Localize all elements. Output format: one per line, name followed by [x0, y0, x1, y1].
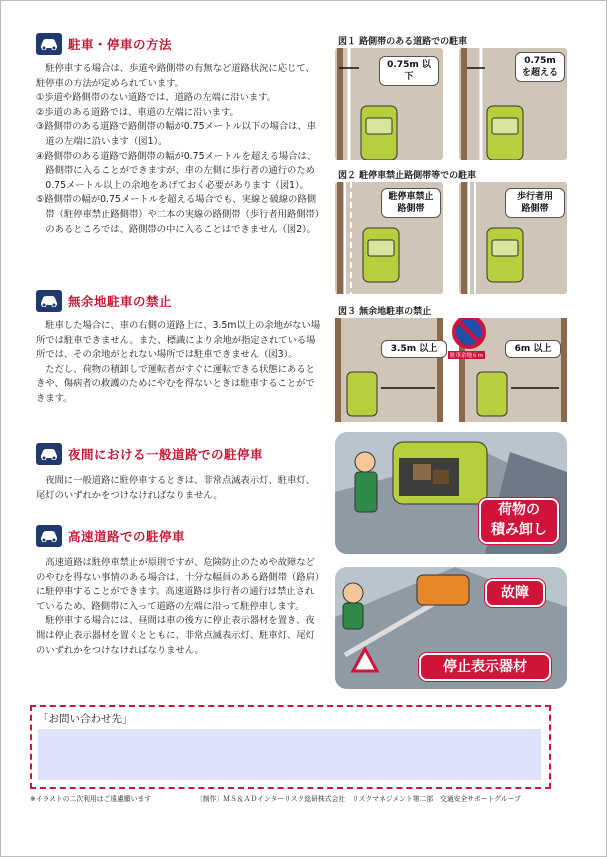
section-body [36, 474, 321, 503]
sign-plate: 駐車余地６m [450, 353, 483, 359]
section-body [36, 319, 321, 407]
section-expressway-parking [36, 524, 321, 658]
contact-area [38, 729, 541, 780]
list-item: ③路側帯のある道路で路側帯の幅が0.75メートル以下の場合は、車道の左端に沿います（図1）。 [36, 121, 317, 147]
callout-line: 荷物の [498, 502, 540, 518]
section-header [36, 524, 321, 548]
lane-label-line: 駐停車禁止 [388, 192, 434, 202]
paragraph: 駐停車する場合には、昼間は車の後方に停止表示器材を置き、夜間は停止表示器材を置くとともに、非常点滅表示灯、駐車灯、尾灯のいずれかをつけなければなりません。 [36, 615, 315, 656]
figure-caption: 図３ 無余地駐車の禁止 [338, 307, 432, 317]
figure-1 [335, 48, 567, 160]
callout-loading [479, 498, 559, 544]
lane-label [381, 188, 441, 218]
contact-title: 「お問い合わせ先」 [38, 713, 133, 725]
section-header [36, 289, 321, 313]
section-header [36, 442, 321, 466]
paragraph: 夜間に一般道路に駐停車するときは、非常点滅表示灯、駐車灯、尾灯のいずれかをつけなければなりません。 [36, 475, 315, 501]
margin-label: 3.5m 以上 [381, 340, 447, 358]
footer-credit: 〔制作〕ＭＳ＆ＡＤインターリスク総研株式会社 リスクマネジメント第二部 交通安全サポートグループ [196, 795, 521, 803]
section-parking-method [36, 32, 321, 237]
figure-2 [335, 182, 567, 294]
footer-note: ※イラストの二次利用はご遠慮願います [30, 795, 152, 803]
figure-caption: 図１ 路側帯のある道路での駐車 [338, 37, 468, 47]
lane-label-line: 歩行者用 [516, 192, 553, 202]
margin-label: 6m 以上 [505, 340, 561, 358]
paragraph: 駐車した場合に、車の右側の道路上に、3.5m以上の余地がない場所では駐車できません。また、標識により余地が指定されている場所では、その余地がとれない場所では駐車できません（図3）。 [36, 320, 321, 361]
paragraph: ただし、荷物の積卸しで運転者がすぐに運転できる状態にあるときや、傷病者の救護のためにやむを得ないときは駐車することができます。 [36, 363, 315, 404]
car-icon [36, 290, 62, 312]
lane-label [505, 188, 565, 218]
contact-box [30, 705, 551, 789]
figure-3 [335, 318, 567, 422]
width-label-line: を超える [521, 68, 558, 78]
car-icon [36, 525, 62, 547]
callout-warning-triangle: 停止表示器材 [419, 653, 551, 681]
callout-line: 積み卸し [491, 522, 547, 538]
figure-caption: 図２ 駐停車禁止路側帯等での駐車 [338, 171, 477, 181]
paragraph: 駐停車する場合は、歩道や路側帯の有無など道路状況に応じて、駐停車の方法が定められています。 [36, 63, 315, 89]
section-title: 無余地駐車の禁止 [68, 294, 173, 309]
section-header [36, 32, 321, 56]
section-body [36, 62, 321, 237]
list-item: ④路側帯のある道路で路側帯の幅が0.75メートルを超える場合は、路側帯に入ることができますが、車の左側に歩行者の通行のため0.75メートル以上の余地をあげておく必要があります（図1）。 [36, 150, 317, 191]
section-title: 高速道路での駐停車 [68, 529, 186, 544]
callout-breakdown: 故障 [485, 579, 545, 607]
lane-label-line: 路側帯 [521, 204, 549, 214]
car-icon [36, 33, 62, 55]
car-icon [36, 443, 62, 465]
section-night-parking [36, 442, 321, 503]
section-no-margin-parking [36, 289, 321, 407]
paragraph: 高速道路は駐停車禁止が原則ですが、危険防止のためや故障などのやむを得ない事情のある場合は、十分な幅員のある路側帯（路肩）に駐停車することができます。高速道路は歩行者の通行は禁止されているため、路側帯に入って道路の左端に沿って駐停車します。 [36, 557, 320, 612]
section-title: 夜間における一般道路での駐停車 [68, 447, 264, 462]
section-title: 駐車・停車の方法 [68, 37, 173, 52]
road-illustration [335, 318, 567, 422]
width-label: 0.75m 以下 [379, 56, 439, 86]
section-body [36, 556, 321, 658]
list-item: ⑤路側帯の幅が0.75メートルを超える場合でも、実線と破線の路側帯（駐停車禁止路側帯）や二本の実線の路側帯（歩行者用路側帯）のあるところでは、路側帯の中に入ることはできません（図2）。 [36, 194, 320, 235]
illustration-loading [335, 432, 567, 554]
lane-label-line: 路側帯 [397, 204, 425, 214]
illustration-breakdown [335, 567, 567, 689]
width-label [515, 52, 565, 82]
list-item: ①歩道や路側帯のない道路では、道路の左端に沿います。 [36, 92, 277, 104]
width-label-line: 0.75m [524, 56, 556, 66]
list-item: ②歩道のある道路では、車道の左端に沿います。 [36, 106, 239, 118]
